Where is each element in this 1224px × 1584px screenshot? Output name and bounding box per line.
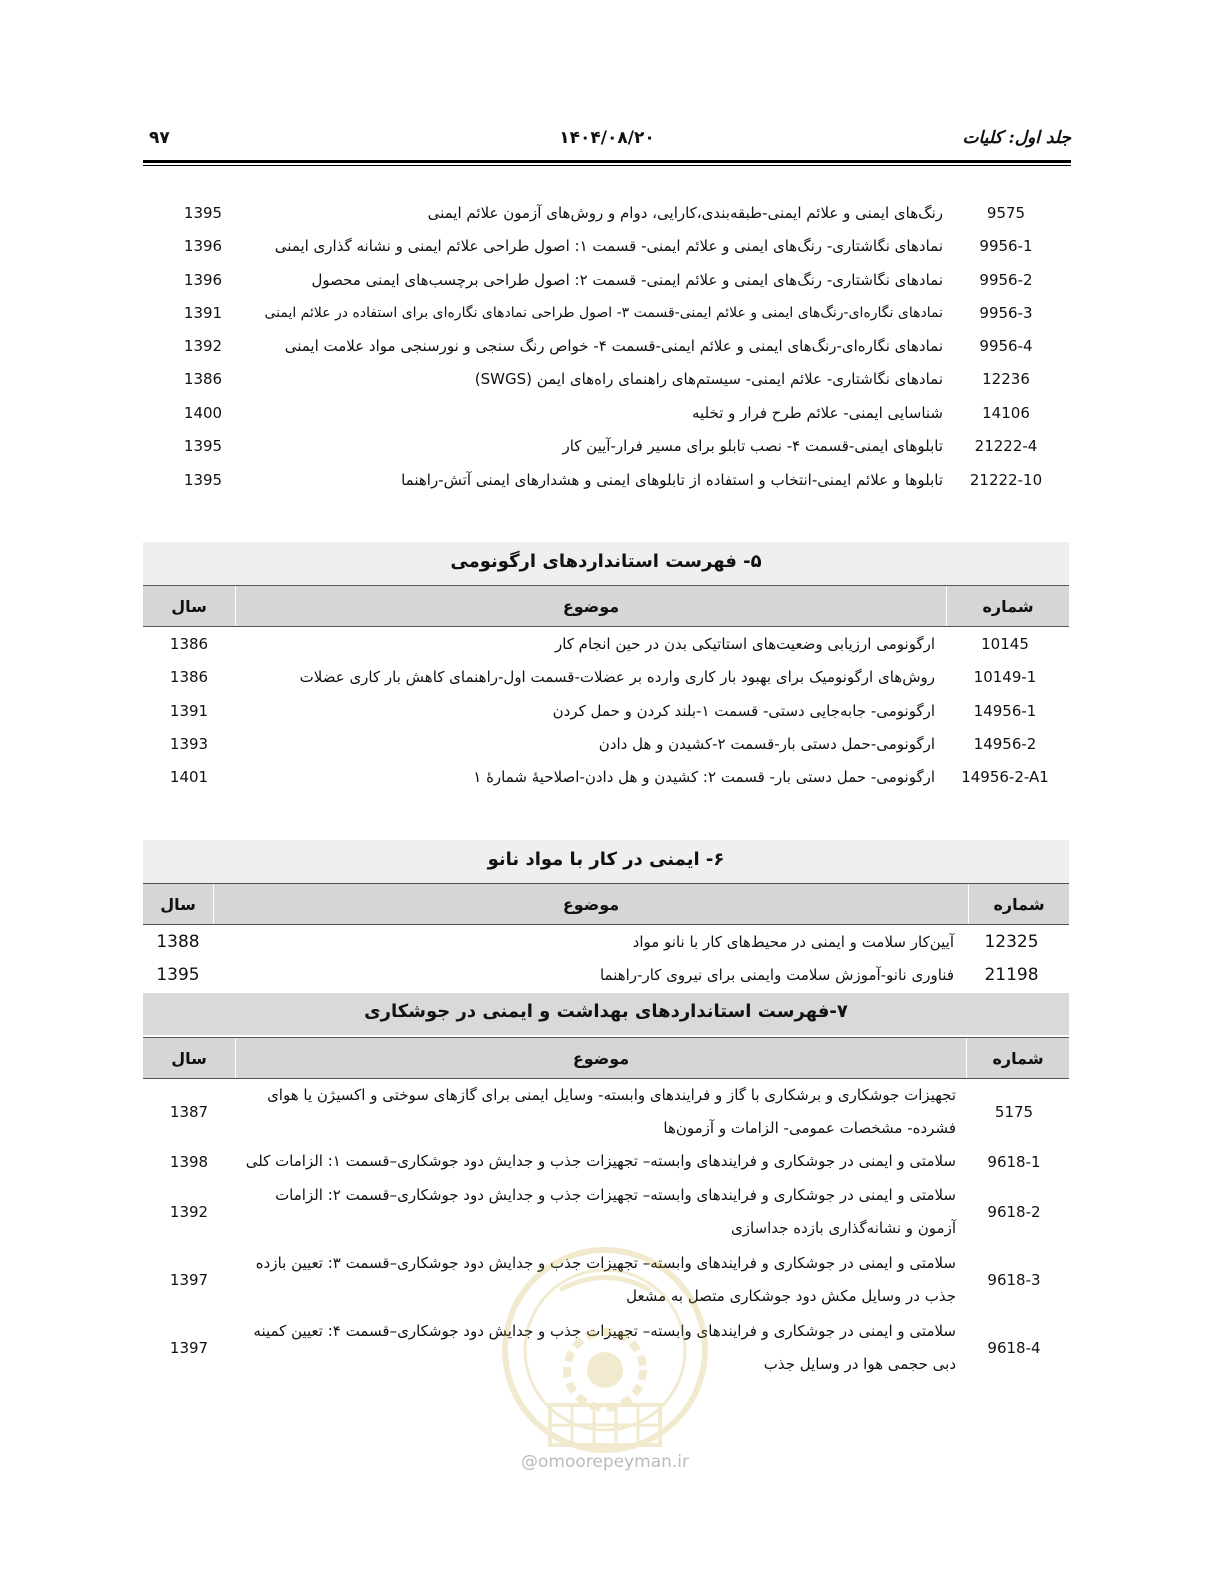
table-row [143,694,1069,728]
subject-cell: آیین‌کار سلامت و ایمنی در محیط‌های کار با نانو مواد [632,933,954,951]
list-item [143,329,1071,363]
subject-cell: ارگونومی-حمل دستی بار-قسمت ۲-کشیدن و هل دادن [598,735,935,753]
page-header [143,128,1071,156]
number-cell: 21222-4 [974,437,1038,455]
header-year: سال [171,1048,207,1068]
year-cell: 1391 [169,702,209,720]
page-number: ۹۷ [149,128,170,148]
table-row [143,760,1069,794]
table-row [143,1179,1069,1245]
table-row [143,627,1069,661]
number-cell: 14956-1 [973,702,1037,720]
header-subject: موضوع [235,586,947,626]
subject-cell: نمادهای نگاره‌ای-رنگ‌های ایمنی و علائم ایمنی-قسمت ۳- اصول طراحی نمادهای نگاره‌ای برای استفاده در علائم ایمنی [264,305,943,321]
subject-cell: شناسایی ایمنی- علائم طرح فرار و تخلیه [692,404,943,422]
year-cell: 1386 [169,668,209,686]
table-row [143,1079,1069,1145]
subject-cell: تجهیزات جوشکاری و برشکاری با گاز و فرایندهای وابسته- وسایل ایمنی برای گازهای سوختی و اکسیژن یا هوای فشرده- مشخصات عمومی- الزامات و آزمون‌ها [267,1086,956,1137]
year-cell: 1395 [183,204,223,222]
header-subject: موضوع [235,1038,967,1078]
year-cell: 1392 [183,337,223,355]
list-item [143,362,1071,396]
subject-cell: فناوری نانو-آموزش سلامت وایمنی برای نیروی کار-راهنما [599,966,954,984]
subject-cell: تابلوهای ایمنی-قسمت ۴- نصب تابلو برای مسیر فرار-آیین کار [562,437,943,455]
year-cell: 1392 [169,1203,209,1221]
year-cell: 1398 [169,1153,209,1171]
subject-cell: ارگونومی- جابه‌جایی دستی- قسمت ۱-بلند کردن و حمل کردن [552,702,935,720]
list-item [143,429,1071,463]
subject-cell: سلامتی و ایمنی در جوشکاری و فرایندهای وابسته– تجهیزات جذب و جدایش دود جوشکاری–قسمت ۴: تعیین کمینه دبی حجمی هوا در وسایل جذب [253,1322,956,1373]
number-cell: 9956-1 [979,237,1033,255]
watermark-text: @omoorepeyman.ir [520,1452,690,1472]
number-cell: 5175 [994,1103,1034,1121]
number-cell: 14956-2 [973,735,1037,753]
number-cell: 9575 [986,204,1026,222]
number-cell: 12325 [984,932,1039,952]
year-cell: 1401 [169,768,209,786]
year-cell: 1387 [169,1103,209,1121]
header-year: سال [160,894,196,914]
year-cell: 1391 [183,304,223,322]
book-title: جلد اول: کلیات [962,128,1071,148]
subject-cell: نمادهای نگاشتاری- رنگ‌های ایمنی و علائم ایمنی- قسمت ۲: اصول طراحی برچسب‌های ایمنی محصول [311,271,943,289]
header-rule [143,160,1071,163]
header-year: سال [171,596,207,616]
number-cell: 10149-1 [973,668,1037,686]
number-cell: 9956-3 [979,304,1033,322]
list-item [143,463,1071,497]
number-cell: 14956-2-A1 [961,768,1049,786]
year-cell: 1386 [183,370,223,388]
header-number: شماره [993,894,1045,914]
subject-cell: روش‌های ارگونومیک برای بهبود بار کاری وارده بر عضلات-قسمت اول-راهنمای کاهش بار کاری عضلات [299,668,935,686]
list-item [143,229,1071,263]
number-cell: 21222-10 [969,471,1043,489]
table-row [143,925,1069,959]
table-row [143,1145,1069,1179]
subject-cell: سلامتی و ایمنی در جوشکاری و فرایندهای وابسته– تجهیزات جذب و جدایش دود جوشکاری–قسمت ۳: تعیین بازده جذب در وسایل مکش دود جوشکاری متصل به مشعل [255,1254,956,1305]
subject-cell: نمادهای نگاشتاری- علائم ایمنی- سیستم‌های راهنمای راه‌های ایمن (SWGS) [474,370,943,388]
year-cell: 1396 [183,237,223,255]
number-cell: 9618-4 [987,1339,1041,1357]
year-cell: 1395 [156,965,200,985]
year-cell: 1388 [156,932,200,952]
table-header [143,883,1069,925]
header-subject: موضوع [213,884,969,924]
number-cell: 21198 [984,965,1039,985]
number-cell: 9618-2 [987,1203,1041,1221]
year-cell: 1396 [183,271,223,289]
subject-cell: نمادهای نگاره‌ای-رنگ‌های ایمنی و علائم ایمنی-قسمت ۴- خواص رنگ سنجی و نورسنجی مواد علامت ایمنی [284,337,943,355]
number-cell: 9618-1 [987,1153,1041,1171]
header-date: ۱۴۰۴/۰۸/۲۰ [559,128,655,148]
number-cell: 12236 [982,370,1030,388]
subject-cell: سلامتی و ایمنی در جوشکاری و فرایندهای وابسته– تجهیزات جذب و جدایش دود جوشکاری–قسمت ۲: الزامات آزمون و نشانه‌گذاری بازده جداسازی [275,1186,956,1237]
section-title-ergonomics: ۵- فهرست استانداردهای ارگونومی [143,542,1069,585]
year-cell: 1386 [169,635,209,653]
number-cell: 14106 [982,404,1030,422]
table-row [143,958,1069,992]
header-rule-thin [143,165,1071,166]
header-number: شماره [982,596,1034,616]
number-cell: 10145 [981,635,1029,653]
table-header [143,1037,1069,1079]
year-cell: 1397 [169,1339,209,1357]
year-cell: 1393 [169,735,209,753]
number-cell: 9956-4 [979,337,1033,355]
year-cell: 1395 [183,471,223,489]
number-cell: 9956-2 [979,271,1033,289]
section-title-welding: ۷-فهرست استانداردهای بهداشت و ایمنی در جوشکاری [143,993,1069,1035]
section-title-nano: ۶- ایمنی در کار با مواد نانو [143,840,1069,883]
subject-cell: تابلوها و علائم ایمنی-انتخاب و استفاده از تابلوهای ایمنی و هشدارهای ایمنی آتش-راهنما [401,471,943,489]
list-item [143,396,1071,430]
number-cell: 9618-3 [987,1271,1041,1289]
year-cell: 1400 [183,404,223,422]
header-number: شماره [992,1048,1044,1068]
table-row [143,660,1069,694]
list-item [143,296,1071,330]
year-cell: 1395 [183,437,223,455]
subject-cell: سلامتی و ایمنی در جوشکاری و فرایندهای وابسته– تجهیزات جذب و جدایش دود جوشکاری–قسمت ۱: الزامات کلی [245,1152,956,1170]
subject-cell: ارگونومی- حمل دستی بار- قسمت ۲: کشیدن و هل دادن-اصلاحیهٔ شمارهٔ ۱ [473,768,935,786]
year-cell: 1397 [169,1271,209,1289]
table-row [143,727,1069,761]
list-item [143,263,1071,297]
subject-cell: رنگ‌های ایمنی و علائم ایمنی-طبقه‌بندی،کارایی، دوام و روش‌های آزمون علائم ایمنی [427,204,943,222]
table-header [143,585,1069,627]
list-item [143,196,1071,230]
subject-cell: ارگونومی ارزیابی وضعیت‌های استاتیکی بدن در حین انجام کار [554,635,935,653]
subject-cell: نمادهای نگاشتاری- رنگ‌های ایمنی و علائم ایمنی- قسمت ۱: اصول طراحی علائم ایمنی و نشانه گذاری ایمنی [274,237,943,255]
